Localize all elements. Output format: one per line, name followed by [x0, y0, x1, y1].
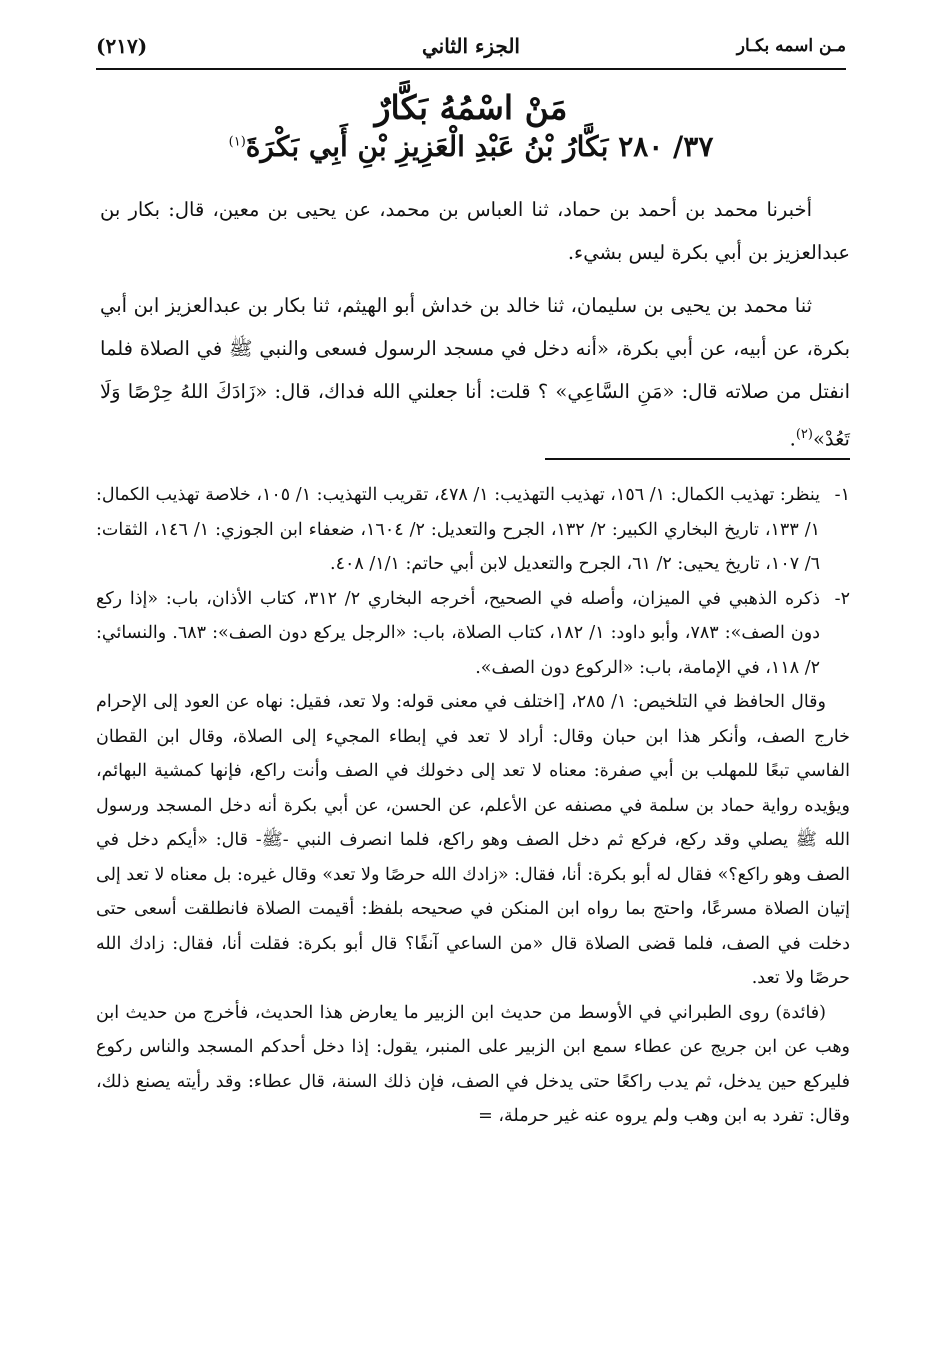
footnote-text: ذكره الذهبي في الميزان، وأصله في الصحيح، أخرجه البخاري ٢/ ٣١٢، كتاب الأذان، باب: «إذا ركع دون الصف»: ٧٨٣، وأبو داود: ١/ ١٨٢، كتاب الصلاة، باب: «الرجل يركع دون الصف»: ٦٨٣. والنسائي: ٢/ ١١٨، في الإمامة، باب: «الركوع دون الصف». — [96, 588, 820, 678]
running-header-title: الجزء الثاني — [422, 34, 520, 58]
commentary-paragraph-1: وقال الحافظ في التلخيص: ١/ ٢٨٥، [اختلف في معنى قوله: ولا تعد، فقيل: نهاه عن العود إلى الإحرام خارج الصف، وأنكر هذا ابن حبان وقال: أراد لا تعد في إبطاء المجيء إلى الصلاة، وقال ابن القطان الفاسي تبعًا للمهلب بن أبي صفرة: معناه لا تعد إلى دخولك في الصف وأنت راكع، فإنها كمشية البهائم، ويؤيده رواية حماد بن سلمة في مصنفه عن الأعلم، عن الحسن، عن أبي بكرة أنه دخل المسجد ورسول الله ﷺ يصلي وقد ركع، فركع ثم دخل الصف وهو راكع، فلما انصرف النبي -ﷺ- قال: «أيكم دخل في الصف وهو راكع؟» فقال له أبو بكرة: أنا، فقال: «زادك الله حرصًا ولا تعد» وقال غيره: بل معناه لا تعد إلى إتيان الصلاة مسرعًا، واحتج بما رواه ابن المنكن في صحيحه بلفظ: أقيمت الصلاة فانطلقت أسعى حتى دخلت في الصف، فلما قضى الصلاة قال «من الساعي آنفًا؟ قال أبو بكرة: فقلت أنا، فقال: زادك الله حرصًا ولا تعد. — [96, 692, 850, 988]
entry-title — [96, 130, 846, 163]
main-paragraph-2 — [100, 284, 850, 461]
running-header-section: مـن اسمه بكـار — [736, 36, 846, 56]
chapter-title: مَنْ اسْمُهُ بَكَّارٌ — [374, 88, 568, 127]
commentary-paragraph-2: (فائدة) روى الطبراني في الأوسط من حديث ابن الزبير ما يعارض هذا الحديث، فأخرج من حديث ابن وهب عن ابن جريج عن عطاء سمع ابن الزبير على المنبر، يقول: إذا دخل أحدكم المسجد والناس ركوع فليركع حين يدخل، ثم يدب راكعًا حتى يدخل في الصف، فإن ذلك السنة، قال عطاء: وقد رأيته يصنع ذلك، وقال: تفرد به ابن وهب ولم يروه عنه غير حرملة، = — [96, 1002, 850, 1126]
main-paragraph-2-text: ثنا محمد بن يحيى بن سليمان، ثنا خالد بن خداش أبو الهيثم، ثنا بكار بن عبدالعزيز ابن أبي بكرة، عن أبيه، عن أبي بكرة، «أنه دخل في مسجد الرسول فسعى والنبي ﷺ في الصلاة فلما انفتل من صلاته قال: «مَنِ السَّاعِي» ؟ قلت: أنا جعلني الله فداك، قال: «زَادَكَ اللهُ حِرْصًا وَلَا تَعُدْ» — [100, 294, 850, 451]
main-text — [100, 188, 850, 461]
footnote-text: ينظر: تهذيب الكمال: ١/ ١٥٦، تهذيب التهذيب: ١/ ٤٧٨، تقريب التهذيب: ١/ ١٠٥، خلاصة تهذيب الكمال: ١/ ١٣٣، تاريخ البخاري الكبير: ٢/ ١٣٢، الجرح والتعديل: ٢/ ١٦٠٤، ضعفاء ابن الجوزي: ١/ ١٤٦، الثقات: ٦/ ١٠٧، تاريخ يحيى: ٢/ ٦١، الجرح والتعديل لابن أبي حاتم: ١/١/ ٤٠٨. — [96, 485, 821, 574]
footnote-ref-2: (٢) — [795, 427, 813, 442]
footnote-separator — [545, 458, 850, 460]
running-header — [96, 28, 846, 70]
footnote-number: ١- — [834, 485, 850, 505]
main-paragraph-1: أخبرنا محمد بن أحمد بن حماد، ثنا العباس بن محمد، عن يحيى بن معين، قال: بكار بن عبدالعزيز بن أبي بكرة ليس بشيء. — [100, 198, 850, 264]
footnotes — [96, 478, 850, 1134]
footnote-1 — [96, 478, 850, 582]
page-number: (٢١٧) — [96, 34, 148, 58]
footnote-number: ٢- — [834, 588, 850, 609]
footnote-2 — [96, 582, 850, 686]
main-paragraph-2-end: . — [789, 427, 796, 451]
footnote-ref-1: (١) — [228, 134, 246, 150]
entry-title-text: ٣٧/ ٢٨٠ بَكَّارُ بْنُ عَبْدِ الْعَزِيزِ بْنِ أَبِي بَكْرَةَ — [245, 130, 714, 163]
